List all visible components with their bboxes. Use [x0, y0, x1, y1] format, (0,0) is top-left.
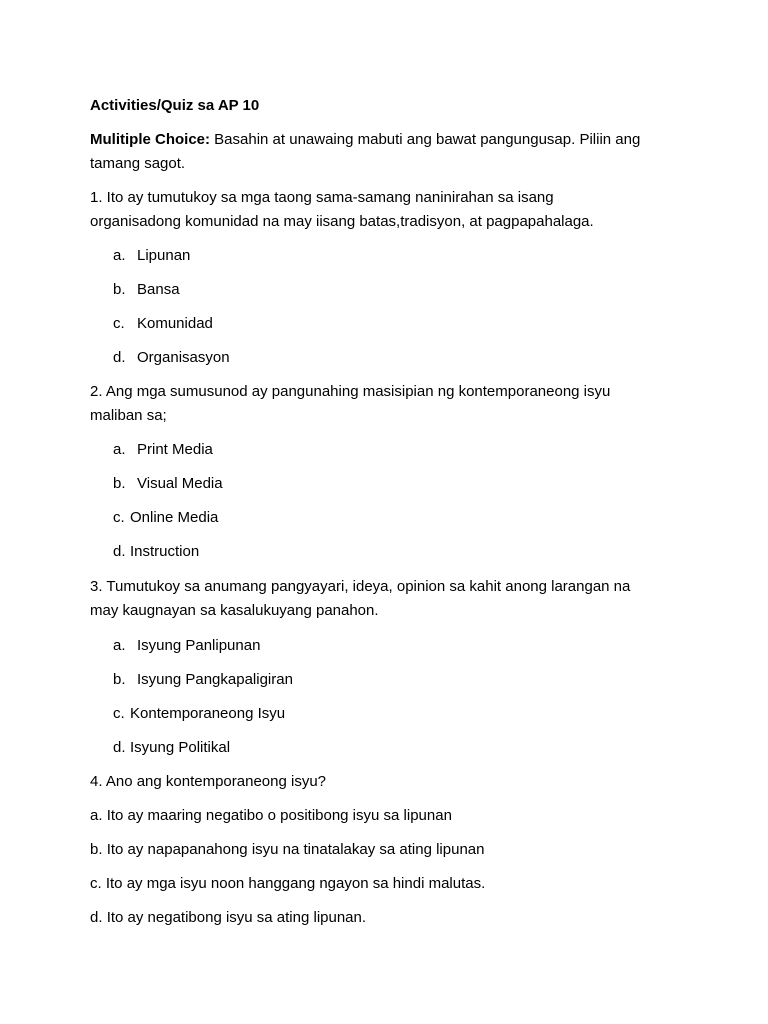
question-3-option-b	[113, 671, 293, 688]
option-letter: a.	[113, 441, 126, 458]
option-letter: c.	[113, 315, 125, 332]
question-2-option-d	[113, 543, 199, 560]
instructions-label: Mulitiple Choice:	[90, 131, 210, 148]
option-text: Ito ay napapanahong isyu na tinatalakay sa ating lipunan	[106, 841, 485, 858]
question-4-line-1: 4. Ano ang kontemporaneong isyu?	[90, 773, 327, 790]
question-2-option-c	[113, 509, 218, 526]
question-3-option-c	[113, 705, 285, 722]
instructions-text: Basahin at unawaing mabuti ang bawat pangungusap. Piliin ang	[214, 131, 641, 148]
option-letter: c.	[90, 875, 102, 892]
option-text: Bansa	[137, 281, 180, 298]
option-text: Organisasyon	[137, 349, 230, 366]
option-letter: d.	[113, 543, 126, 560]
question-4-option-c	[90, 875, 485, 892]
page-title: Activities/Quiz sa AP 10	[90, 97, 260, 114]
option-text: Isyung Politikal	[130, 739, 231, 756]
instructions-line-2: tamang sagot.	[90, 155, 186, 172]
option-text: Ito ay negatibong isyu sa ating lipunan.	[106, 909, 367, 926]
question-2-line-1: 2. Ang mga sumusunod ay pangunahing masisipian ng kontemporaneong isyu	[90, 383, 611, 400]
option-letter: b.	[113, 475, 126, 492]
option-letter: b.	[113, 671, 126, 688]
option-text: Kontemporaneong Isyu	[130, 705, 286, 722]
option-text: Isyung Pangkapaligiran	[137, 671, 293, 688]
option-text: Komunidad	[137, 315, 213, 332]
question-1-line-1: 1. Ito ay tumutukoy sa mga taong sama-samang naninirahan sa isang	[90, 189, 554, 206]
option-letter: c.	[113, 705, 125, 722]
question-4-option-a	[90, 807, 452, 824]
option-letter: b.	[113, 281, 126, 298]
option-text: Lipunan	[137, 247, 191, 264]
question-1-line-2: organisadong komunidad na may iisang batas,tradisyon, at pagpapahalaga.	[90, 213, 594, 230]
option-text: Ito ay maaring negatibo o positibong isyu sa lipunan	[106, 807, 452, 824]
question-2-line-2: maliban sa;	[90, 407, 167, 424]
question-4-option-d	[90, 909, 366, 926]
question-3-option-a	[113, 637, 260, 654]
option-letter: a.	[90, 807, 103, 824]
option-letter: d.	[113, 349, 126, 366]
option-letter: c.	[113, 509, 125, 526]
option-text: Online Media	[130, 509, 219, 526]
question-2-option-b	[113, 475, 223, 492]
question-3-line-2: may kaugnayan sa kasalukuyang panahon.	[90, 602, 379, 619]
option-text: Ito ay mga isyu noon hanggang ngayon sa hindi malutas.	[105, 875, 486, 892]
question-1-option-c	[113, 315, 213, 332]
question-1-option-a	[113, 247, 190, 264]
option-text: Print Media	[137, 441, 213, 458]
question-1-option-d	[113, 349, 230, 366]
option-letter: a.	[113, 247, 126, 264]
option-text: Isyung Panlipunan	[137, 637, 261, 654]
question-2-option-a	[113, 441, 213, 458]
option-letter: b.	[90, 841, 103, 858]
option-letter: d.	[113, 739, 126, 756]
question-3-option-d	[113, 739, 230, 756]
option-letter: d.	[90, 909, 103, 926]
option-text: Visual Media	[137, 475, 223, 492]
option-letter: a.	[113, 637, 126, 654]
instructions-line-1	[90, 131, 640, 148]
question-3-line-1: 3. Tumutukoy sa anumang pangyayari, ideya, opinion sa kahit anong larangan na	[90, 578, 631, 595]
option-text: Instruction	[130, 543, 200, 560]
question-4-option-b	[90, 841, 484, 858]
question-1-option-b	[113, 281, 180, 298]
